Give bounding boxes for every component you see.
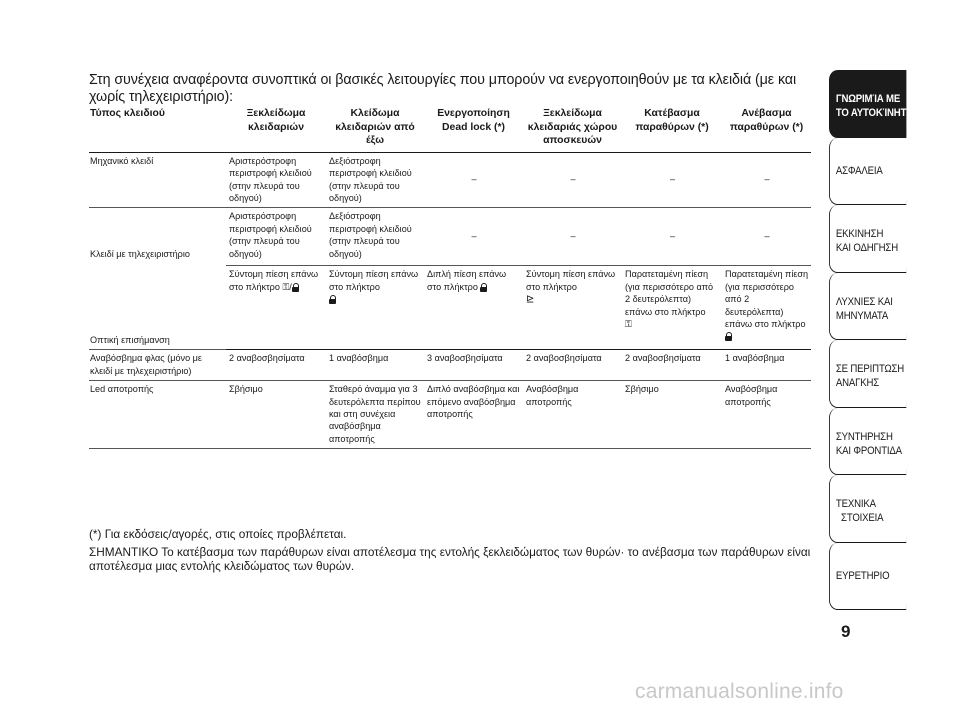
cell-remote-trunk: – [523, 208, 622, 266]
footnotes [89, 528, 811, 578]
cell-led-unlock: Σβήσιμο [226, 381, 326, 449]
header-key-type: Τύπος κλειδιού [89, 106, 226, 152]
row-label-mechanical: Μηχανικό κλειδί [89, 152, 226, 208]
tab-label: ΣΤΟΙΧΕΙΑ [841, 512, 884, 524]
tab-label: ΑΝΑΓΚΗΣ [835, 377, 880, 389]
cell-led-trunk: Αναβόσβημα αποτροπής [523, 381, 622, 449]
cell-mech-win-up: – [722, 152, 811, 208]
padlock-icon [292, 283, 299, 291]
table-row-led [89, 381, 811, 449]
tab-technical-data[interactable] [829, 475, 906, 543]
cell-remote-win-down: – [622, 208, 722, 266]
cell-led-win-down: Σβήσιμο [622, 381, 722, 449]
press-trunk-text: Σύντομη πίεση επάνω στο πλήκτρο [526, 269, 616, 292]
cell-remote-win-up: – [722, 208, 811, 266]
table-row-remote-key [89, 208, 811, 266]
unlock-key-icon: ⚿ [625, 319, 632, 330]
cell-mech-win-down: – [622, 152, 722, 208]
cell-led-lock: Σταθερό άναμμα για 3 δευτερόλεπτα περίπου και στη συνέχεια αναβόσβημα αποτροπής [326, 381, 424, 449]
footnote-asterisk: (*) Για εκδόσεις/αγορές, στις οποίες προβλέπεται. [89, 527, 347, 541]
tab-emergency[interactable] [829, 340, 906, 408]
padlock-icon [725, 332, 732, 340]
cell-remote-lock: Δεξιόστροφη περιστροφή κλειδιού (στην πλευρά του οδηγού) [326, 208, 424, 266]
row-label-optical: Οπτική επισήμανση [90, 335, 170, 345]
cell-press-lock [326, 266, 424, 350]
tab-label: ΤΕΧΝΙΚΑ [835, 498, 876, 510]
row-label-remote-cell [89, 208, 226, 350]
tab-label: ΛΥΧΝΙΕΣ ΚΑΙ [835, 295, 893, 308]
tab-label: ΤΟ ΑΥΤΟΚΊΝΗΤΟ [835, 107, 914, 119]
press-win-down-text: Παρατεταμένη πίεση (για περισσότερο από 2 δευτερόλεπτα) επάνω στο πλήκτρο [625, 269, 714, 317]
press-deadlock-text: Διπλή πίεση επάνω στο πλήκτρο [427, 269, 507, 292]
tab-starting-driving[interactable] [829, 205, 906, 273]
key-functions-table [89, 106, 811, 449]
unlock-key-icon: ⚿/ [282, 281, 292, 292]
cell-press-unlock [226, 266, 326, 350]
intro-paragraph: Στη συνέχεια αναφέροντα συνοπτικά οι βασικές λειτουργίες που μπορούν να ενεργοποιηθούν με τα κλειδιά (με και χωρίς τηλεχειριστήριο): [89, 72, 797, 105]
header-trunk-unlock: Ξεκλείδωμα κλειδαριάς χώρου αποσκευών [523, 106, 622, 152]
tab-label: ΚΑΙ ΟΔΗΓΗΣΗ [835, 242, 898, 254]
cell-flash-trunk: 2 αναβοσβησίματα [523, 350, 622, 381]
cell-remote-unlock: Αριστερόστροφη περιστροφή κλειδιού (στην πλευρά του οδηγού) [226, 208, 326, 266]
row-label-flash: Αναβόσβημα φλας (μόνο με κλειδί με τηλεχειριστήριο) [89, 350, 226, 381]
tab-label: ΑΣΦΑΛΕΙΑ [835, 164, 883, 177]
tab-label: ΕΥΡΕΤΗΡΙΟ [835, 569, 890, 582]
tab-warning-lights[interactable] [829, 273, 906, 341]
press-lock-text: Σύντομη πίεση επάνω στο πλήκτρο [329, 269, 419, 292]
cell-press-win-down [622, 266, 722, 350]
cell-press-win-up [722, 266, 811, 350]
cell-remote-deadlock: – [424, 208, 523, 266]
cell-flash-win-up: 1 αναβόσβημα [722, 350, 811, 381]
tab-label: ΜΗΝΥΜΑΤΑ [835, 309, 889, 322]
cell-led-win-up: Αναβόσβημα αποτροπής [722, 381, 811, 449]
table-row-flash [89, 350, 811, 381]
cell-flash-lock: 1 αναβόσβημα [326, 350, 424, 381]
row-label-remote: Κλειδί με τηλεχειριστήριο [90, 249, 190, 260]
cell-mech-unlock: Αριστερόστροφη περιστροφή κλειδιού (στην πλευρά του οδηγού) [226, 152, 326, 208]
cell-mech-trunk: – [523, 152, 622, 208]
header-unlock: Ξεκλείδωμα κλειδαριών [226, 106, 326, 152]
press-win-up-text: Παρατεταμένη πίεση (για περισσότερο από 2 δευτερόλεπτα) επάνω στο πλήκτρο [725, 269, 809, 330]
page-number: 9 [841, 622, 851, 641]
important-note: ΣΗΜΑΝΤΙΚΟ Το κατέβασμα των παράθυρων είναι αποτέλεσμα της εντολής ξεκλειδώματος των θυρών· το ανέβασμα των παράθυρων είναι αποτέλεσμα μιας εντολής κλειδώματος των θυρών. [89, 545, 811, 573]
table-row-mechanical [89, 152, 811, 208]
trunk-icon: ⊵ [526, 294, 535, 306]
tab-label: ΣΕ ΠΕΡΙΠΤΩΣΗ [835, 363, 905, 375]
section-tabs [829, 70, 919, 610]
tab-label: ΣΥΝΤΗΡΗΣΗ [835, 430, 893, 443]
cell-flash-deadlock: 3 αναβοσβησίματα [424, 350, 523, 381]
cell-mech-deadlock: – [424, 152, 523, 208]
header-windows-down: Κατέβασμα παραθύρων (*) [622, 106, 722, 152]
watermark: carmanualsonline.info [635, 680, 844, 703]
tab-label: ΓΝΩΡΙΜΊΑ ΜΕ [835, 93, 901, 105]
cell-flash-win-down: 2 αναβοσβησίματα [622, 350, 722, 381]
header-lock: Κλείδωμα κλειδαριών από έξω [326, 106, 424, 152]
row-label-led: Led αποτροπής [89, 381, 226, 449]
padlock-icon [329, 295, 336, 303]
press-unlock-text: Σύντομη πίεση επάνω στο πλήκτρο [229, 269, 319, 292]
table-header-row [89, 106, 811, 152]
padlock-icon [480, 283, 487, 291]
tab-safety[interactable] [829, 138, 906, 206]
header-windows-up: Ανέβασμα παραθύρων (*) [722, 106, 811, 152]
tab-index[interactable] [829, 543, 906, 611]
tab-maintenance[interactable] [829, 408, 906, 476]
cell-flash-unlock: 2 αναβοσβησίματα [226, 350, 326, 381]
tab-label: ΕΚΚΙΝΗΣΗ [835, 228, 884, 240]
tab-label: ΚΑΙ ΦΡΟΝΤΙΔΑ [835, 444, 902, 457]
cell-press-trunk [523, 266, 622, 350]
tab-intro[interactable] [829, 70, 914, 138]
cell-mech-lock: Δεξιόστροφη περιστροφή κλειδιού (στην πλευρά του οδηγού) [326, 152, 424, 208]
header-deadlock: Ενεργοποίηση Dead lock (*) [424, 106, 523, 152]
cell-led-deadlock: Διπλό αναβόσβημα και επόμενο αναβόσβημα αποτροπής [424, 381, 523, 449]
cell-press-deadlock [424, 266, 523, 350]
